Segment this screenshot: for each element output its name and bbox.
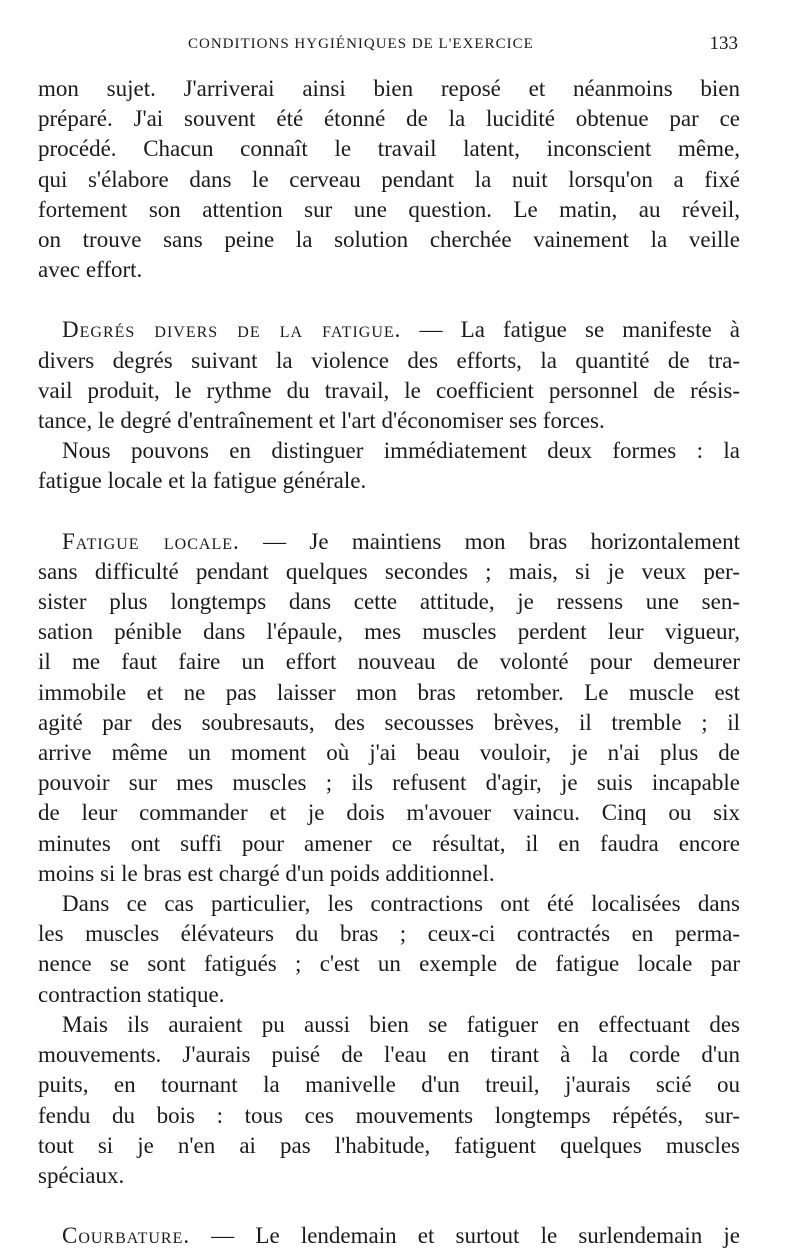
section-degres-divers [38, 315, 740, 436]
text-line: Mais ils auraient pu aussi bien se fatiguer en effectuant des [62, 1011, 740, 1037]
text-line: — Le lendemain et surtout le surlendemain je [190, 1223, 740, 1249]
text-line: fatigue locale et la fatigue générale. [38, 468, 367, 494]
text-line: immobile et ne pas laisser mon bras retomber. Le muscle est [38, 679, 740, 705]
text-line: arrive même un moment où j'ai beau vouloir, je n'ai plus de [38, 740, 740, 766]
section-heading: Courbature. [62, 1223, 191, 1249]
text-line: il me faut faire un effort nouveau de volonté pour demeurer [38, 649, 740, 675]
text-line: — Je maintiens mon bras horizontalement [239, 528, 740, 554]
page-number: 133 [709, 33, 738, 54]
paragraph [38, 436, 740, 496]
text-line: Dans ce cas particulier, les contractions ont été localisées dans [62, 891, 740, 917]
text-line: qui s'élabore dans le cerveau pendant la nuit lorsqu'on a fixé [38, 166, 740, 192]
paragraph-continuation [38, 74, 740, 285]
text-line: fendu du bois : tous ces mouvements longtemps répétés, sur- [38, 1102, 740, 1128]
text-line: Nous pouvons en distinguer immédiatement deux formes : la [62, 438, 740, 464]
text-line: sation pénible dans l'épaule, mes muscles perdent leur vigueur, [38, 619, 740, 645]
text-line: minutes ont suffi pour amener ce résultat, il en faudra encore [38, 830, 740, 856]
text-line: mouvements. J'aurais puisé de l'eau en tirant à la corde d'un [38, 1042, 740, 1068]
text-line: préparé. J'ai souvent été étonné de la lucidité obtenue par ce [38, 106, 740, 132]
text-line: tance, le degré d'entraînement et l'art d'économiser ses forces. [38, 408, 605, 434]
text-line: moins si le bras est chargé d'un poids additionnel. [38, 860, 495, 886]
section-heading: Degrés divers de la fatigue. [62, 317, 402, 343]
page-header [0, 33, 800, 62]
page-body [38, 74, 740, 1251]
paragraph [38, 1010, 740, 1191]
text-line: mon sujet. J'arriverai ainsi bien reposé et néanmoins bien [38, 76, 740, 101]
section-fatigue-locale [38, 527, 740, 889]
text-line: vail produit, le rythme du travail, le coefficient personnel de résis- [38, 377, 740, 403]
text-line: procédé. Chacun connaît le travail latent, inconscient même, [38, 136, 740, 162]
section-courbature [38, 1221, 740, 1251]
text-line: agité par des soubresauts, des secousses brèves, il tremble ; il [38, 709, 740, 735]
text-line: nence se sont fatigués ; c'est un exemple de fatigue locale par [38, 951, 740, 977]
text-line: de leur commander et je dois m'avouer vaincu. Cinq ou six [38, 800, 740, 826]
text-line: tout si je n'en ai pas l'habitude, fatiguent quelques muscles [38, 1132, 740, 1158]
text-line: divers degrés suivant la violence des efforts, la quantité de tra- [38, 347, 740, 373]
paragraph [38, 889, 740, 1010]
section-heading: Fatigue locale. [62, 528, 240, 554]
text-line: spéciaux. [38, 1162, 125, 1188]
text-line: puits, en tournant la manivelle d'un treuil, j'aurais scié ou [38, 1072, 740, 1098]
text-line: les muscles élévateurs du bras ; ceux-ci contractés en perma- [38, 921, 740, 947]
text-line: contraction statique. [38, 981, 225, 1007]
text-line: sans difficulté pendant quelques secondes ; mais, si je veux per- [38, 558, 740, 584]
text-line: fortement son attention sur une question. Le matin, au réveil, [38, 196, 740, 222]
text-line: pouvoir sur mes muscles ; ils refusent d'agir, je suis incapable [38, 770, 740, 796]
text-line: on trouve sans peine la solution cherchée vainement la veille [38, 227, 740, 253]
text-line: — La fatigue se manifeste à [401, 317, 741, 343]
running-title: CONDITIONS HYGIÉNIQUES DE L'EXERCICE [188, 36, 534, 52]
text-line: avec effort. [38, 257, 143, 283]
text-line: sister plus longtemps dans cette attitude, je ressens une sen- [38, 589, 740, 615]
